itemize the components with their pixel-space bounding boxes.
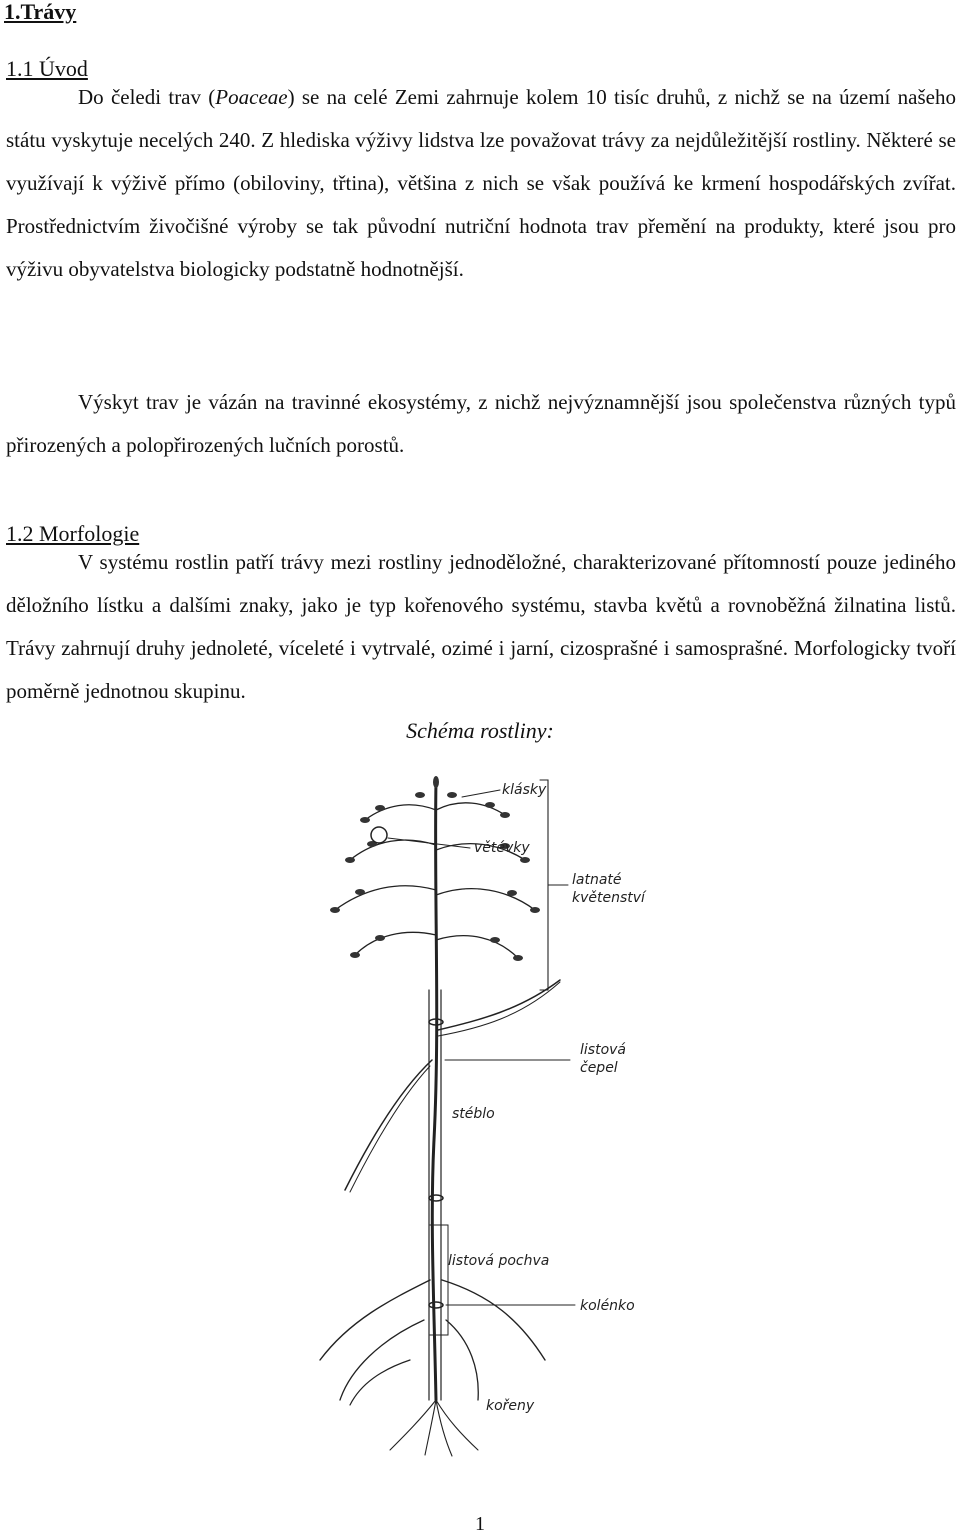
label-steblo: stéblo (452, 1106, 495, 1122)
paragraph-uvod-2 (6, 381, 956, 467)
paragraph-morfologie (6, 541, 956, 713)
label-klasky: klásky (502, 782, 547, 798)
label-latnate-1: latnaté (572, 872, 622, 888)
section-title-morfologie: 1.2 Morfologie (6, 521, 140, 546)
label-pochva: listová pochva (448, 1253, 550, 1269)
label-vetevky: větévky (474, 840, 530, 856)
label-kolenko: kolénko (580, 1298, 635, 1314)
paragraph-uvod-1 (6, 76, 956, 291)
figure-title: Schéma rostliny: (406, 718, 554, 743)
label-latnate-2: květenství (572, 890, 645, 906)
plant-drawing (320, 776, 575, 1456)
chapter-heading: 1.Trávy (4, 0, 77, 24)
label-koreny: kořeny (486, 1398, 535, 1414)
plant-diagram (0, 760, 960, 1460)
label-cepel-1: listová (580, 1042, 626, 1058)
p1-post: ) se na celé Zemi zahrnuje kolem 10 tisíc druhů, z nichž se na území našeho státu vyskytuje necelých 240. Z hlediska výživy lidstva lze považovat trávy za nejdůležitější rostliny. Některé se využívají k výživě přímo (obiloviny, třtina), většina z nich se však používá ke krmení hospodářských zvířat. Prostřednictvím živočišné výroby se tak původní nutriční hodnota trav přemění na produkty, které jsou pro výživu obyvatelstva biologicky podstatně hodnotnější. (6, 85, 956, 281)
latin-name: Poaceae (215, 85, 288, 109)
label-cepel-2: čepel (580, 1060, 618, 1076)
p1-pre: Do čeledi trav ( (78, 85, 216, 109)
p2-text: Výskyt trav je vázán na travinné ekosystémy, z nichž nejvýznamnější jsou společenstva různých typů přirozených a polopřirozených lučních porostů. (6, 390, 956, 457)
page-number: 1 (475, 1513, 485, 1535)
morfologie-text: V systému rostlin patří trávy mezi rostliny jednoděložné, charakterizované přítomností pouze jediného děložního lístku a dalšími znaky, jako je typ kořenového systému, stavba květů a rovnoběžná žilnatina listů. Trávy zahrnují druhy jednoleté, víceleté i vytrvalé, ozimé i jarní, cizosprašné i samosprašné. Morfologicky tvoří poměrně jednotnou skupinu. (6, 550, 956, 703)
section-title-uvod: 1.1 Úvod (6, 56, 88, 81)
